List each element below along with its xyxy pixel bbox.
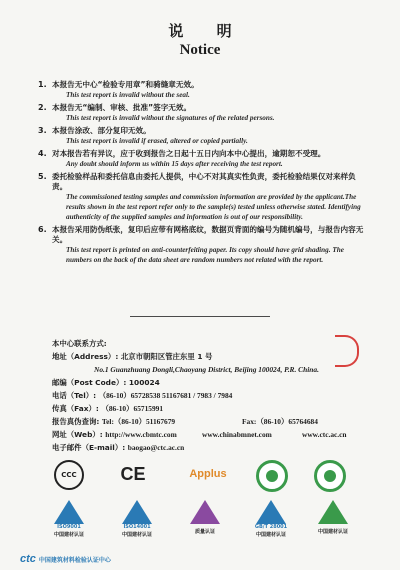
notice-item: [38, 149, 364, 169]
notice-cn: 本报告涂改、部分复印无效。: [52, 126, 151, 135]
env-cert-icon: [190, 500, 220, 540]
postcode-row: [52, 376, 372, 389]
tel-label: 电话（Tel）:: [52, 391, 97, 400]
footer-brand: [20, 553, 111, 565]
notice-cn: 委托检验样品和委托信息由委托人提供，中心不对其真实性负责，委托检验结果仅对来样负责。: [52, 172, 356, 191]
iso9001-caption: 中国建材认证: [53, 532, 84, 538]
query-row: [52, 415, 372, 428]
gbt28001-caption: 中国建材认证: [255, 532, 286, 538]
notice-en: This test report is invalid without the signatures of the related persons.: [66, 114, 275, 122]
address-label: 地址（Address）:: [52, 352, 119, 361]
tel-row: [52, 389, 372, 402]
applus-text: Applus: [189, 468, 227, 480]
fax-label: 传真（Fax）:: [52, 404, 99, 413]
notice-cn: 本报告无“编制、审核、批准”签字无效。: [52, 103, 192, 112]
env-cert-green-icon: [314, 460, 346, 492]
notice-number: 3.: [38, 126, 47, 135]
notice-list: [38, 80, 364, 268]
fax-value: （86-10）65715991: [101, 404, 164, 413]
applus-icon: [178, 462, 238, 486]
address-en: No.1 Guanzhuang Dongli,Chaoyang District, Beijing 100024, P.R. China.: [94, 365, 319, 374]
query-label: 报告真伪查询:: [52, 417, 100, 426]
notice-en: Any doubt should inform us within 15 days after receiving the test report.: [66, 160, 283, 168]
query-tel: Tel:（86-10）51167679: [101, 417, 176, 426]
web-link-3[interactable]: www.ctc.ac.cn: [302, 430, 347, 439]
email-link[interactable]: baogao@ctc.ac.cn: [127, 443, 185, 452]
product-cert-green-icon: [256, 460, 288, 492]
notice-item: [38, 225, 364, 265]
notice-item: [38, 80, 364, 100]
notice-item: [38, 172, 364, 222]
iso14001-icon: [122, 500, 152, 540]
title-english: Notice: [179, 42, 221, 58]
iso14001-text: ISO14001: [123, 524, 151, 530]
notice-number: 2.: [38, 103, 47, 112]
notice-number: 5.: [38, 172, 47, 181]
postcode-value: 100024: [128, 378, 160, 387]
web-label: 网址（Web）:: [52, 430, 103, 439]
notice-en: The commissioned testing samples and commission information are provided by the applicant.The results shown in the test report refer only to the sample(s) tested unless otherwise stated. Identifying authenticity of the supplied samples and information is out of our responsibility.: [66, 193, 361, 221]
divider-line: [130, 316, 270, 317]
title-chinese: 说 明: [168, 22, 246, 40]
email-row: [52, 441, 372, 454]
address-row: [52, 350, 372, 363]
email-label: 电子邮件（E-mail）:: [52, 443, 126, 452]
contact-block: [52, 337, 372, 454]
ce-text: CE: [120, 463, 146, 484]
iso9001-icon: [54, 500, 84, 540]
notice-cn: 本报告采用防伪纸张，复印后应带有网格底纹，数据页背面的编号为随机编号，与报告内容无关。: [52, 225, 364, 244]
ce-icon: [118, 460, 148, 488]
notice-number: 1.: [38, 80, 47, 89]
notice-en: This test report is invalid if erased, altered or copied partially.: [66, 137, 248, 145]
gbt28001-icon: [256, 500, 286, 540]
notice-en: This test report is printed on anti-counterfeiting paper. Its copy should have grid shading. The numbers on the back of the data sheet are random numbers not related with the report.: [66, 246, 344, 264]
notice-cn: 本报告无中心“检验专用章”和骑缝章无效。: [52, 80, 199, 89]
notice-cn: 对本报告若有异议，应于收到报告之日起十五日内向本中心提出，逾期恕不受理。: [52, 149, 326, 158]
notice-en: This test report is invalid without the seal.: [66, 91, 190, 99]
product-cert-caption: 中国建材认证: [317, 529, 348, 535]
contact-heading: 本中心联系方式:: [52, 339, 107, 348]
ctc-logo-icon: ctc: [20, 553, 36, 565]
gbt28001-text: GB/T 28001: [254, 524, 288, 530]
query-fax: Fax:（86-10）65764684: [242, 417, 318, 426]
web-link-1[interactable]: http://www.cbmtc.com: [105, 430, 177, 439]
ccc-icon: [54, 460, 84, 490]
tel-value: （86-10）65728538 51167681 / 7983 / 7984: [98, 391, 233, 400]
notice-number: 4.: [38, 149, 47, 158]
iso9001-text: ISO9001: [57, 524, 81, 530]
product-cert-icon: [318, 500, 348, 540]
address-cn: 北京市朝阳区管庄东里 1 号: [120, 352, 213, 361]
notice-number: 6.: [38, 225, 47, 234]
web-row: [52, 428, 372, 441]
fax-row: [52, 402, 372, 415]
notice-item: [38, 126, 364, 146]
postcode-label: 邮编（Post Code）:: [52, 378, 127, 387]
notice-item: [38, 103, 364, 123]
web-link-2[interactable]: www.chinabmnet.com: [202, 430, 272, 439]
footer-text: 中国建筑材料检验认证中心: [38, 556, 111, 564]
iso14001-caption: 中国建材认证: [121, 532, 152, 538]
ccc-text: CCC: [61, 471, 77, 479]
env-cert-caption: 质量认证: [194, 529, 215, 535]
